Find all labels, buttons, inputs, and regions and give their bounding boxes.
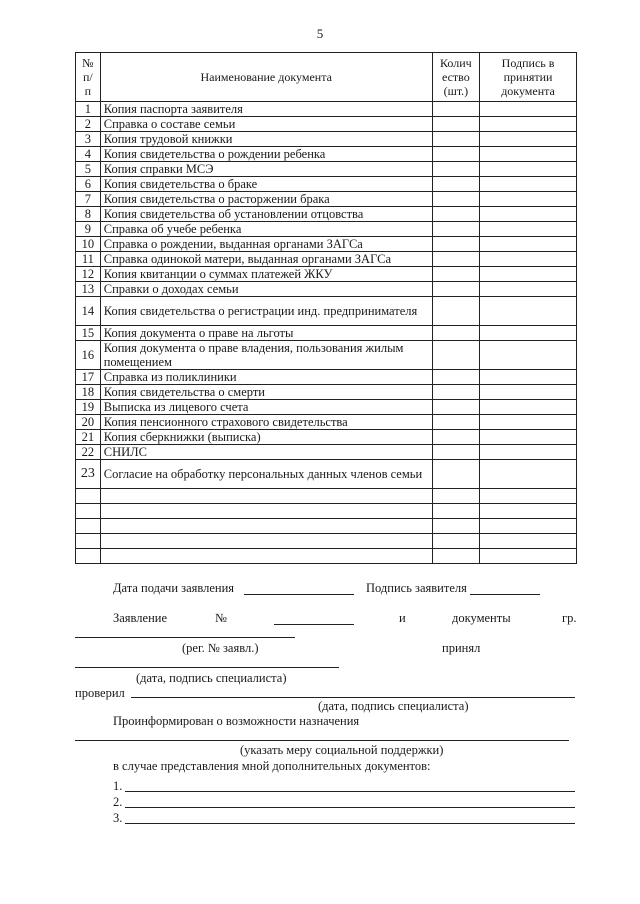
list-item-number: 1. [113, 779, 123, 793]
additional-docs-label: в случае представления мной дополнительных документов: [113, 759, 431, 773]
table-row [76, 222, 577, 237]
header-number [76, 53, 101, 102]
citizen-name-line[interactable] [75, 637, 295, 638]
row-number: 15 [76, 326, 101, 341]
table-row [76, 162, 577, 177]
table-row [76, 400, 577, 415]
statement-number-line[interactable] [274, 624, 354, 625]
row-number: 3 [76, 132, 101, 147]
empty-cell[interactable] [76, 519, 101, 534]
measure-hint: (указать меру социальной поддержки) [240, 743, 444, 757]
row-number: 17 [76, 370, 101, 385]
row-number: 8 [76, 207, 101, 222]
row-document-name: Копия свидетельства о расторжении брака [100, 192, 432, 207]
empty-cell[interactable] [432, 504, 479, 519]
row-signature-cell[interactable] [480, 192, 577, 207]
empty-cell[interactable] [76, 549, 101, 564]
row-quantity-cell[interactable] [432, 117, 479, 132]
row-document-name: Копия свидетельства об установлении отцовства [100, 207, 432, 222]
row-document-name: Копия трудовой книжки [100, 132, 432, 147]
row-number: 21 [76, 430, 101, 445]
row-signature-cell[interactable] [480, 222, 577, 237]
empty-cell[interactable] [480, 534, 577, 549]
citizen-label: гр. [562, 611, 577, 625]
row-document-name: Справка об учебе ребенка [100, 222, 432, 237]
row-number: 14 [76, 297, 101, 326]
row-quantity-cell[interactable] [432, 177, 479, 192]
informed-label: Проинформирован о возможности назначения [113, 714, 360, 728]
table-row [76, 326, 577, 341]
row-number: 7 [76, 192, 101, 207]
page-number: 5 [316, 26, 324, 41]
row-document-name: Копия паспорта заявителя [100, 102, 432, 117]
table-row [76, 102, 577, 117]
list-item-line[interactable] [125, 823, 575, 824]
row-number: 1 [76, 102, 101, 117]
row-number: 16 [76, 341, 101, 370]
row-number: 18 [76, 385, 101, 400]
row-quantity-cell[interactable] [432, 237, 479, 252]
empty-cell[interactable] [480, 519, 577, 534]
row-signature-cell[interactable] [480, 207, 577, 222]
list-item-number: 2. [113, 795, 123, 809]
empty-cell[interactable] [480, 549, 577, 564]
table-row [76, 132, 577, 147]
row-signature-cell[interactable] [480, 297, 577, 326]
row-number: 2 [76, 117, 101, 132]
table-row [76, 460, 577, 489]
row-signature-cell[interactable] [480, 430, 577, 445]
row-number: 4 [76, 147, 101, 162]
row-document-name: Справка из поликлиники [100, 370, 432, 385]
row-signature-cell[interactable] [480, 237, 577, 252]
row-number: 22 [76, 445, 101, 460]
checked-signature-line[interactable] [131, 697, 575, 698]
table-row [76, 117, 577, 132]
row-signature-cell[interactable] [480, 400, 577, 415]
row-signature-cell[interactable] [480, 117, 577, 132]
empty-cell[interactable] [432, 534, 479, 549]
header-signature-line: Подпись в [501, 56, 555, 70]
list-item-line[interactable] [125, 807, 575, 808]
row-document-name: Копия квитанции о суммах платежей ЖКУ [100, 267, 432, 282]
row-quantity-cell[interactable] [432, 370, 479, 385]
header-quantity-line: ество [441, 70, 470, 84]
table-row [76, 370, 577, 385]
row-quantity-cell[interactable] [432, 102, 479, 117]
header-signature [480, 53, 577, 102]
header-quantity-line: Колич [440, 56, 472, 70]
header-document-name: Наименование документа [100, 53, 432, 102]
empty-cell[interactable] [100, 519, 432, 534]
row-document-name: Копия свидетельства о рождении ребенка [100, 147, 432, 162]
row-number: 12 [76, 267, 101, 282]
table-header-row [76, 53, 577, 102]
table-row [76, 192, 577, 207]
row-quantity-cell[interactable] [432, 252, 479, 267]
row-document-name: СНИЛС [100, 445, 432, 460]
row-document-name: Копия пенсионного страхового свидетельства [100, 415, 432, 430]
empty-cell[interactable] [432, 549, 479, 564]
applicant-signature-line[interactable] [470, 594, 540, 595]
row-quantity-cell[interactable] [432, 445, 479, 460]
accepted-signature-line[interactable] [75, 667, 339, 668]
and-label: и [399, 611, 406, 625]
row-document-name: Копия документа о праве на льготы [100, 326, 432, 341]
row-number: 23 [76, 460, 101, 489]
empty-cell[interactable] [100, 489, 432, 504]
table-row-empty [76, 534, 577, 549]
row-signature-cell[interactable] [480, 252, 577, 267]
empty-cell[interactable] [480, 504, 577, 519]
row-quantity-cell[interactable] [432, 207, 479, 222]
row-document-name: Копия свидетельства о смерти [100, 385, 432, 400]
row-signature-cell[interactable] [480, 102, 577, 117]
row-number: 19 [76, 400, 101, 415]
empty-cell[interactable] [76, 534, 101, 549]
table-row [76, 445, 577, 460]
header-number-line: № [82, 56, 94, 70]
row-document-name: Выписка из лицевого счета [100, 400, 432, 415]
documents-label: документы [452, 611, 511, 625]
row-quantity-cell[interactable] [432, 162, 479, 177]
header-number-line: п [84, 84, 92, 98]
row-quantity-cell[interactable] [432, 282, 479, 297]
row-number: 9 [76, 222, 101, 237]
row-quantity-cell[interactable] [432, 326, 479, 341]
documents-table [75, 52, 577, 564]
row-quantity-cell[interactable] [432, 222, 479, 237]
empty-cell[interactable] [480, 489, 577, 504]
row-number: 10 [76, 237, 101, 252]
row-signature-cell[interactable] [480, 162, 577, 177]
header-signature-line: документа [501, 84, 555, 98]
row-quantity-cell[interactable] [432, 341, 479, 370]
row-signature-cell[interactable] [480, 132, 577, 147]
date-label: Дата подачи заявления [113, 581, 235, 595]
table-row [76, 237, 577, 252]
header-quantity [432, 53, 479, 102]
table-row-empty [76, 489, 577, 504]
date-signature-hint-2: (дата, подпись специалиста) [318, 699, 469, 713]
row-document-name: Копия свидетельства о браке [100, 177, 432, 192]
row-signature-cell[interactable] [480, 147, 577, 162]
row-document-name: Справки о доходах семьи [100, 282, 432, 297]
empty-cell[interactable] [100, 504, 432, 519]
empty-cell[interactable] [76, 504, 101, 519]
row-quantity-cell[interactable] [432, 415, 479, 430]
checked-label: проверил [75, 686, 125, 700]
row-document-name: Копия документа о праве владения, пользования жилым помещением [100, 341, 432, 370]
row-quantity-cell[interactable] [432, 297, 479, 326]
date-signature-hint-1: (дата, подпись специалиста) [136, 671, 287, 685]
table-row [76, 252, 577, 267]
row-quantity-cell[interactable] [432, 430, 479, 445]
row-document-name: Справка о рождении, выданная органами ЗАГСа [100, 237, 432, 252]
row-quantity-cell[interactable] [432, 267, 479, 282]
row-signature-cell[interactable] [480, 370, 577, 385]
row-document-name: Копия сберкнижки (выписка) [100, 430, 432, 445]
row-number: 20 [76, 415, 101, 430]
date-input-line[interactable] [244, 594, 354, 595]
row-quantity-cell[interactable] [432, 460, 479, 489]
row-document-name: Справка о составе семьи [100, 117, 432, 132]
row-number: 5 [76, 162, 101, 177]
table-row [76, 297, 577, 326]
table-row [76, 341, 577, 370]
row-number: 13 [76, 282, 101, 297]
list-item-line[interactable] [125, 791, 575, 792]
table-row [76, 147, 577, 162]
row-number: 6 [76, 177, 101, 192]
row-number: 11 [76, 252, 101, 267]
row-signature-cell[interactable] [480, 326, 577, 341]
header-signature-line: принятии [503, 70, 553, 84]
table-row [76, 267, 577, 282]
row-signature-cell[interactable] [480, 282, 577, 297]
table-row-empty [76, 519, 577, 534]
measure-line[interactable] [75, 740, 569, 741]
empty-cell[interactable] [100, 534, 432, 549]
header-number-line: п/ [82, 70, 93, 84]
table-row [76, 282, 577, 297]
row-signature-cell[interactable] [480, 415, 577, 430]
row-document-name: Справка одинокой матери, выданная органами ЗАГСа [100, 252, 432, 267]
row-document-name: Копия свидетельства о регистрации инд. предпринимателя [100, 297, 432, 326]
row-signature-cell[interactable] [480, 460, 577, 489]
row-quantity-cell[interactable] [432, 132, 479, 147]
row-document-name: Копия справки МСЭ [100, 162, 432, 177]
row-signature-cell[interactable] [480, 177, 577, 192]
row-quantity-cell[interactable] [432, 385, 479, 400]
row-quantity-cell[interactable] [432, 147, 479, 162]
number-sign: № [215, 611, 227, 625]
list-item-number: 3. [113, 811, 123, 825]
row-signature-cell[interactable] [480, 267, 577, 282]
empty-cell[interactable] [76, 489, 101, 504]
row-document-name: Согласие на обработку персональных данных членов семьи [100, 460, 432, 489]
header-quantity-line: (шт.) [443, 84, 469, 98]
statement-label: Заявление [113, 611, 168, 625]
table-row [76, 177, 577, 192]
table-row [76, 430, 577, 445]
row-quantity-cell[interactable] [432, 192, 479, 207]
empty-cell[interactable] [432, 519, 479, 534]
row-signature-cell[interactable] [480, 341, 577, 370]
applicant-signature-label: Подпись заявителя [366, 581, 467, 595]
table-row [76, 385, 577, 400]
row-quantity-cell[interactable] [432, 400, 479, 415]
table-row-empty [76, 504, 577, 519]
table-row [76, 415, 577, 430]
accepted-label: принял [442, 641, 481, 655]
reg-number-hint: (рег. № заявл.) [182, 641, 259, 655]
table-row [76, 207, 577, 222]
row-signature-cell[interactable] [480, 445, 577, 460]
empty-cell[interactable] [100, 549, 432, 564]
table-row-empty [76, 549, 577, 564]
empty-cell[interactable] [432, 489, 479, 504]
row-signature-cell[interactable] [480, 385, 577, 400]
